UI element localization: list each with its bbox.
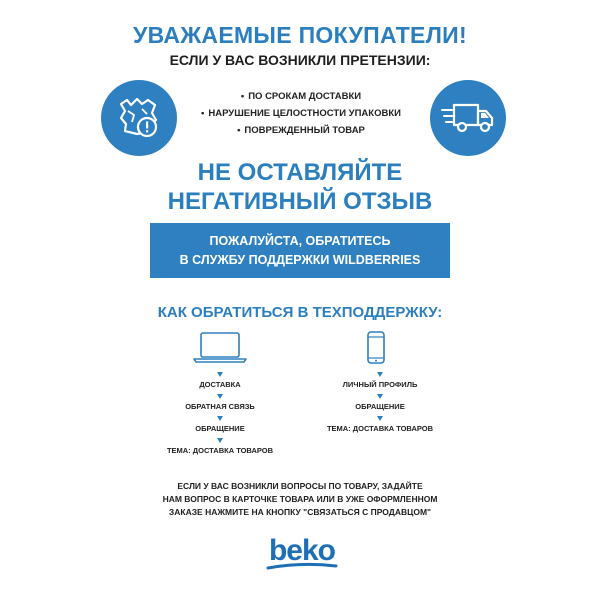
- page-title: УВАЖАЕМЫЕ ПОКУПАТЕЛИ!: [133, 22, 467, 48]
- arrow-down-icon: [217, 438, 223, 443]
- note-line-1: ЕСЛИ У ВАС ВОЗНИКЛИ ВОПРОСЫ ПО ТОВАРУ, ЗАДАЙТЕ: [177, 481, 423, 491]
- seller-contact-note: [0, 480, 600, 519]
- damaged-package-icon: [101, 80, 177, 156]
- warning-line-1: НЕ ОСТАВЛЯЙТЕ: [197, 159, 403, 186]
- banner-line-2: В СЛУЖБУ ПОДДЕРЖКИ WILDBERRIES: [179, 253, 421, 267]
- list-item: • НАРУШЕНИЕ ЦЕЛОСТНОСТИ УПАКОВКИ: [188, 105, 414, 122]
- arrow-down-icon: [217, 372, 223, 377]
- beko-logo: [262, 530, 342, 576]
- delivery-truck-icon: [430, 80, 506, 156]
- step-item: ТЕМА: ДОСТАВКА ТОВАРОВ: [326, 424, 434, 433]
- note-line-2: НАМ ВОПРОС В КАРТОЧКЕ ТОВАРА ИЛИ В УЖЕ ОФОРМЛЕННОМ: [162, 494, 438, 504]
- page-subtitle: ЕСЛИ У ВАС ВОЗНИКЛИ ПРЕТЕНЗИИ:: [169, 52, 431, 68]
- step-item: ОБРАЩЕНИЕ: [355, 402, 405, 411]
- step-item: ТЕМА: ДОСТАВКА ТОВАРОВ: [166, 446, 274, 455]
- step-item: ОБРАТНАЯ СВЯЗЬ: [185, 402, 255, 411]
- brand-name: beko: [268, 534, 336, 567]
- support-banner: [150, 223, 450, 278]
- smartphone-icon: [365, 331, 387, 370]
- issues-list: [188, 88, 414, 139]
- banner-line-1: ПОЖАЛУЙСТА, ОБРАТИТЕСЬ: [209, 234, 391, 248]
- arrow-down-icon: [377, 394, 383, 399]
- arrow-down-icon: [377, 416, 383, 421]
- warning-line-2: НЕГАТИВНЫЙ ОТЗЫВ: [167, 188, 433, 215]
- step-item: ДОСТАВКА: [199, 380, 241, 389]
- note-line-3: ЗАКАЗЕ НАЖМИТЕ НА КНОПКУ "СВЯЗАТЬСЯ С ПРОДАВЦОМ": [168, 507, 432, 517]
- desktop-steps: [140, 372, 300, 460]
- list-item: • ПО СРОКАМ ДОСТАВКИ: [188, 88, 414, 105]
- step-item: ОБРАЩЕНИЕ: [195, 424, 245, 433]
- step-item: ЛИЧНЫЙ ПРОФИЛЬ: [342, 380, 418, 389]
- arrow-down-icon: [217, 416, 223, 421]
- arrow-down-icon: [377, 372, 383, 377]
- arrow-down-icon: [217, 394, 223, 399]
- mobile-steps: [300, 372, 460, 438]
- howto-title: КАК ОБРАТИТЬСЯ В ТЕХПОДДЕРЖКУ:: [157, 304, 443, 321]
- laptop-icon: [192, 331, 248, 370]
- warning-headline: [0, 158, 600, 216]
- list-item: • ПОВРЕЖДЕННЫЙ ТОВАР: [188, 122, 414, 139]
